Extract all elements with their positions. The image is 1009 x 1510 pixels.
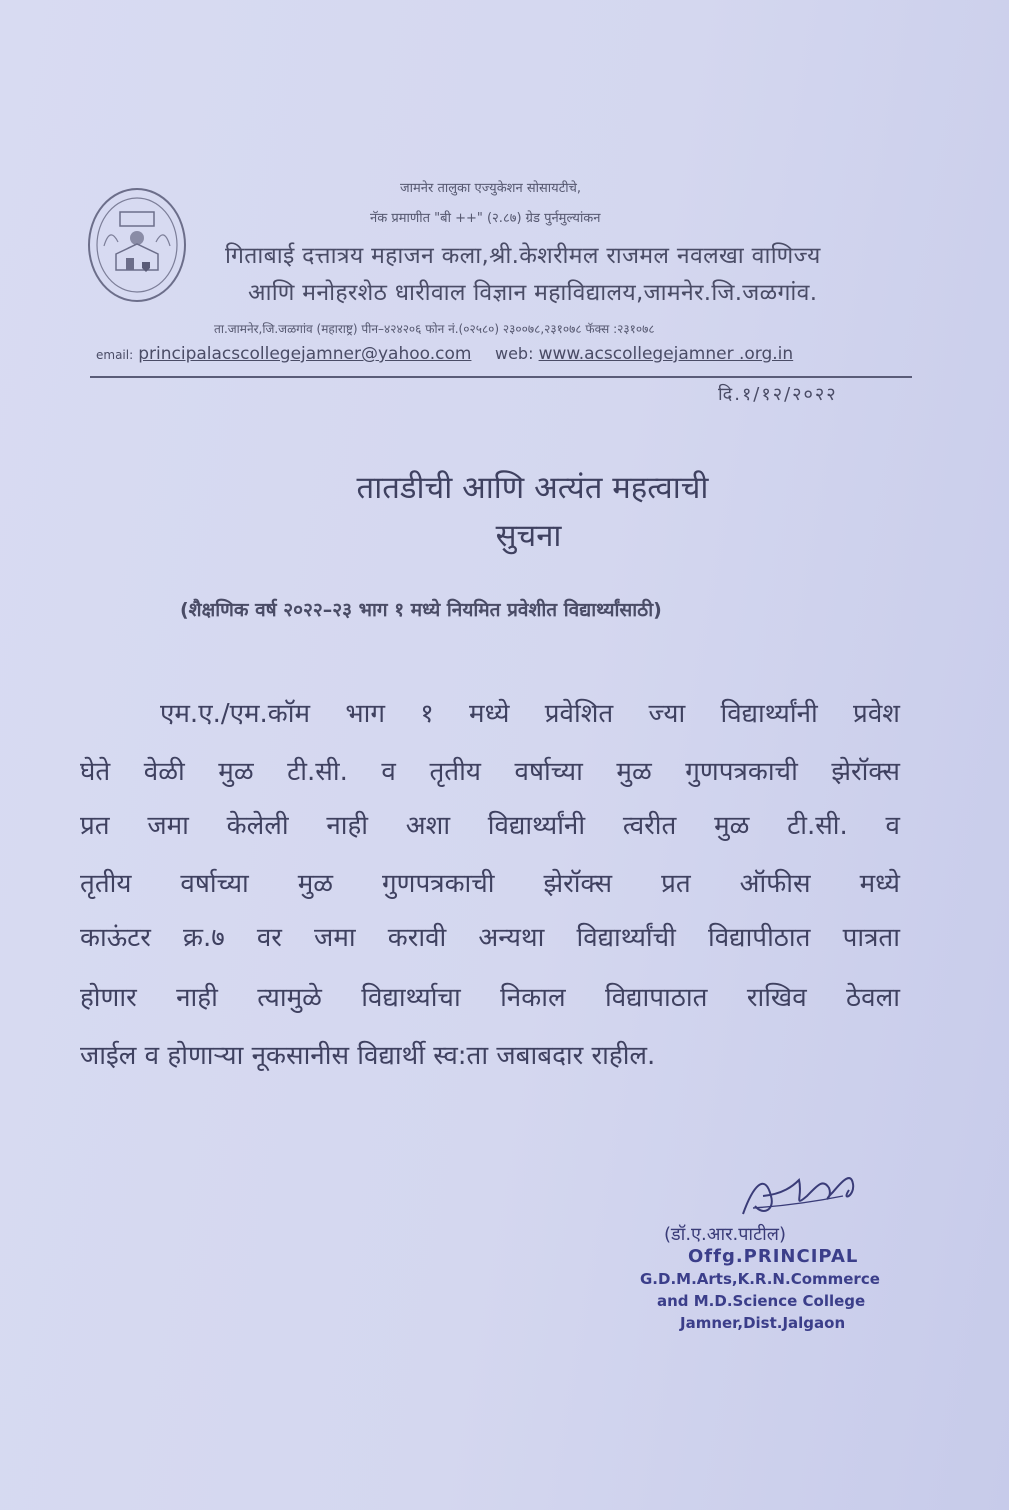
stamp-title: Offg.PRINCIPAL [688, 1246, 859, 1267]
notice-subtitle: (शैक्षणिक वर्ष २०२२–२३ भाग १ मध्ये नियमित प्रवेशीत विद्यार्थ्यांसाठी) [180, 599, 662, 621]
signatory-name: (डॉ.ए.आर.पाटील) [664, 1224, 787, 1245]
body-line-1: एम.ए./एम.कॉम भाग १ मध्ये प्रवेशित ज्या विद्यार्थ्यांनी प्रवेश [160, 699, 900, 729]
email-contact [96, 344, 471, 364]
stamp-line-3: Jamner,Dist.Jalgaon [680, 1314, 846, 1332]
handwritten-signature [733, 1166, 863, 1226]
notice-title-line-1: तातडीची आणि अत्यंत महत्वाची [356, 470, 709, 506]
college-name-line-1: गिताबाई दत्तात्रय महाजन कला,श्री.केशरीमल राजमल नवलखा वाणिज्य [225, 243, 821, 269]
college-name-line-2: आणि मनोहरशेठ धारीवाल विज्ञान महाविद्यालय,जामनेर.जि.जळगांव. [248, 280, 818, 306]
notice-title-line-2: सुचना [495, 518, 562, 554]
body-line-7: जाईल व होणाऱ्या नूकसानीस विद्यार्थी स्व:ता जबाबदार राहील. [80, 1041, 656, 1071]
stamp-line-1: G.D.M.Arts,K.R.N.Commerce [640, 1270, 880, 1288]
body-line-4: तृतीय वर्षाच्या मुळ गुणपत्रकाची झेरॉक्स प्रत ऑफीस मध्ये [80, 869, 900, 899]
address-line: ता.जामनेर,जि.जळगांव (महाराष्ट्र) पीन–४२४२०६ फोन नं.(०२५८०) २३००७८,२३१०७८ फॅक्स :२३१०७८ [214, 322, 655, 336]
web-label: web: [495, 344, 534, 363]
college-seal-logo [86, 186, 188, 304]
society-line: जामनेर तालुका एज्युकेशन सोसायटीचे, [400, 181, 582, 196]
email-label: email: [96, 348, 134, 362]
email-link[interactable]: principalacscollegejamner@yahoo.com [138, 344, 472, 364]
body-line-2: घेते वेळी मुळ टी.सी. व तृतीय वर्षाच्या मुळ गुणपत्रकाची झेरॉक्स [80, 757, 900, 787]
body-line-3: प्रत जमा केलेली नाही अशा विद्यार्थ्यांनी त्वरीत मुळ टी.सी. व [80, 811, 900, 841]
web-contact [495, 344, 793, 364]
stamp-line-2: and M.D.Science College [657, 1292, 866, 1310]
body-line-6: होणार नाही त्यामुळे विद्यार्थ्याचा निकाल विद्यापाठात राखिव ठेवला [80, 983, 900, 1013]
grade-line: नॅक प्रमाणीत "बी ++" (२.८७) ग्रेड पुर्नमुल्यांकन [370, 211, 601, 226]
header-divider [90, 376, 912, 378]
notice-date: दि.१/१२/२०२२ [718, 384, 838, 405]
body-line-5: काऊंटर क्र.७ वर जमा करावी अन्यथा विद्यार्थ्यांची विद्यापीठात पात्रता [80, 923, 900, 953]
web-link[interactable]: www.acscollegejamner .org.in [538, 344, 794, 364]
